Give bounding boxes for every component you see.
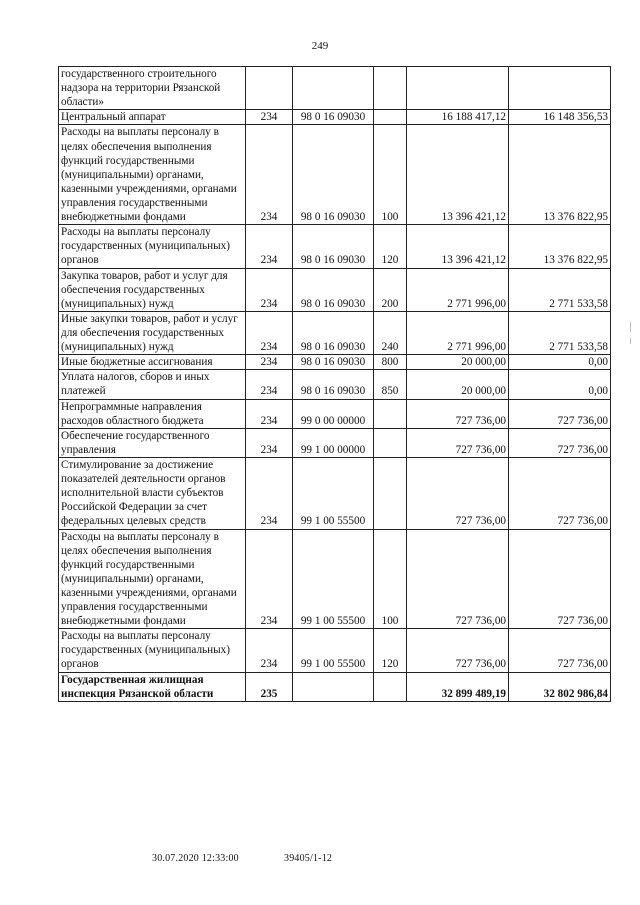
row-target-article-cell: 99 1 00 55500	[293, 457, 374, 529]
row-grbs-cell: 234	[246, 629, 293, 672]
table-row	[59, 110, 611, 125]
row-expense-type-cell	[374, 672, 407, 701]
row-grbs-cell: 234	[246, 110, 293, 125]
row-amount-actual-cell: 13 376 822,95	[509, 225, 611, 268]
row-target-article-cell: 98 0 16 09030	[293, 110, 374, 125]
row-expense-type-cell: 120	[374, 629, 407, 672]
row-target-article-cell: 99 1 00 55500	[293, 629, 374, 672]
row-name-cell: Расходы на выплаты персоналу в целях обеспечения выполнения функций государственными (муниципальными) органами, казенными учреждениями, органами управления государственными внебюджетными фондами	[59, 529, 246, 629]
row-target-article-cell: 98 0 16 09030	[293, 311, 374, 354]
row-amount-plan-cell: 727 736,00	[407, 529, 509, 629]
row-name-cell: Расходы на выплаты персоналу государственных (муниципальных) органов	[59, 629, 246, 672]
row-amount-plan-cell: 727 736,00	[407, 629, 509, 672]
row-expense-type-cell	[374, 428, 407, 457]
row-amount-actual-cell: 2 771 533,58	[509, 311, 611, 354]
row-amount-actual-cell: 13 376 822,95	[509, 125, 611, 225]
row-target-article-cell: 99 1 00 00000	[293, 428, 374, 457]
row-name-cell: Непрограммные направления расходов областного бюджета	[59, 399, 246, 428]
row-target-article-cell	[293, 67, 374, 110]
row-amount-actual-cell: 0,00	[509, 355, 611, 370]
row-expense-type-cell: 800	[374, 355, 407, 370]
row-grbs-cell: 234	[246, 529, 293, 629]
row-grbs-cell: 234	[246, 457, 293, 529]
row-grbs-cell: 234	[246, 125, 293, 225]
row-target-article-cell: 98 0 16 09030	[293, 370, 374, 399]
table-row	[59, 529, 611, 629]
footer-datetime: 30.07.2020 12:33:00	[152, 853, 239, 864]
row-amount-plan-cell: 13 396 421,12	[407, 125, 509, 225]
table-row	[59, 311, 611, 354]
row-target-article-cell: 98 0 16 09030	[293, 225, 374, 268]
row-grbs-cell: 234	[246, 370, 293, 399]
table-row	[59, 225, 611, 268]
table-row	[59, 457, 611, 529]
row-expense-type-cell: 240	[374, 311, 407, 354]
row-target-article-cell: 98 0 16 09030	[293, 125, 374, 225]
row-grbs-cell: 234	[246, 311, 293, 354]
row-amount-actual-cell: 727 736,00	[509, 399, 611, 428]
row-name-cell: Центральный аппарат	[59, 110, 246, 125]
row-amount-actual-cell: 2 771 533,58	[509, 268, 611, 311]
row-amount-plan-cell: 13 396 421,12	[407, 225, 509, 268]
row-amount-actual-cell: 0,00	[509, 370, 611, 399]
row-expense-type-cell: 200	[374, 268, 407, 311]
row-amount-plan-cell: 20 000,00	[407, 370, 509, 399]
row-amount-actual-cell: 16 148 356,53	[509, 110, 611, 125]
row-target-article-cell: 99 0 00 00000	[293, 399, 374, 428]
row-expense-type-cell: 100	[374, 529, 407, 629]
row-amount-plan-cell: 2 771 996,00	[407, 268, 509, 311]
row-grbs-cell: 234	[246, 355, 293, 370]
row-target-article-cell: 98 0 16 09030	[293, 268, 374, 311]
table-row	[59, 629, 611, 672]
row-grbs-cell: 234	[246, 225, 293, 268]
row-amount-actual-cell: 727 736,00	[509, 529, 611, 629]
row-target-article-cell: 99 1 00 55500	[293, 529, 374, 629]
table-row	[59, 67, 611, 110]
row-expense-type-cell: 120	[374, 225, 407, 268]
row-target-article-cell	[293, 672, 374, 701]
margin-mark	[630, 338, 631, 344]
row-grbs-cell: 234	[246, 399, 293, 428]
row-amount-plan-cell: 727 736,00	[407, 457, 509, 529]
row-name-cell: Закупка товаров, работ и услуг для обеспечения государственных (муниципальных) нужд	[59, 268, 246, 311]
row-name-cell: Иные закупки товаров, работ и услуг для обеспечения государственных (муниципальных) нужд	[59, 311, 246, 354]
row-amount-plan-cell: 727 736,00	[407, 399, 509, 428]
row-expense-type-cell	[374, 110, 407, 125]
row-expense-type-cell	[374, 457, 407, 529]
row-expense-type-cell: 850	[374, 370, 407, 399]
row-expense-type-cell	[374, 67, 407, 110]
row-amount-actual-cell: 727 736,00	[509, 428, 611, 457]
row-amount-actual-cell	[509, 67, 611, 110]
margin-mark	[630, 322, 631, 332]
budget-table	[58, 66, 611, 702]
budget-table-body	[59, 67, 611, 702]
footer-doc-ref: 39405/1-12	[284, 853, 333, 864]
row-amount-plan-cell: 32 899 489,19	[407, 672, 509, 701]
table-row	[59, 268, 611, 311]
table-row	[59, 672, 611, 701]
row-expense-type-cell: 100	[374, 125, 407, 225]
table-row	[59, 370, 611, 399]
row-amount-plan-cell: 727 736,00	[407, 428, 509, 457]
row-name-cell: Расходы на выплаты персоналу государственных (муниципальных) органов	[59, 225, 246, 268]
row-amount-actual-cell: 32 802 986,84	[509, 672, 611, 701]
row-grbs-cell	[246, 67, 293, 110]
page-number: 249	[311, 40, 329, 52]
row-grbs-cell: 234	[246, 268, 293, 311]
row-target-article-cell: 98 0 16 09030	[293, 355, 374, 370]
row-name-cell: Расходы на выплаты персоналу в целях обеспечения выполнения функций государственными (муниципальными) органами, казенными учреждениями, органами управления государственными внебюджетными фондами	[59, 125, 246, 225]
table-row	[59, 428, 611, 457]
row-name-cell: Уплата налогов, сборов и иных платежей	[59, 370, 246, 399]
row-amount-plan-cell	[407, 67, 509, 110]
row-expense-type-cell	[374, 399, 407, 428]
row-amount-plan-cell: 16 188 417,12	[407, 110, 509, 125]
row-name-cell: Стимулирование за достижение показателей деятельности органов исполнительной власти субъектов Российской Федерации за счет федеральных целевых средств	[59, 457, 246, 529]
row-grbs-cell: 234	[246, 428, 293, 457]
row-amount-plan-cell: 20 000,00	[407, 355, 509, 370]
row-name-cell: государственного строительного надзора на территории Рязанской области»	[59, 67, 246, 110]
row-amount-actual-cell: 727 736,00	[509, 457, 611, 529]
table-row	[59, 355, 611, 370]
row-name-cell: Государственная жилищная инспекция Рязанской области	[59, 672, 246, 701]
table-row	[59, 125, 611, 225]
row-amount-plan-cell: 2 771 996,00	[407, 311, 509, 354]
row-amount-actual-cell: 727 736,00	[509, 629, 611, 672]
row-name-cell: Иные бюджетные ассигнования	[59, 355, 246, 370]
table-row	[59, 399, 611, 428]
row-grbs-cell: 235	[246, 672, 293, 701]
row-name-cell: Обеспечение государственного управления	[59, 428, 246, 457]
